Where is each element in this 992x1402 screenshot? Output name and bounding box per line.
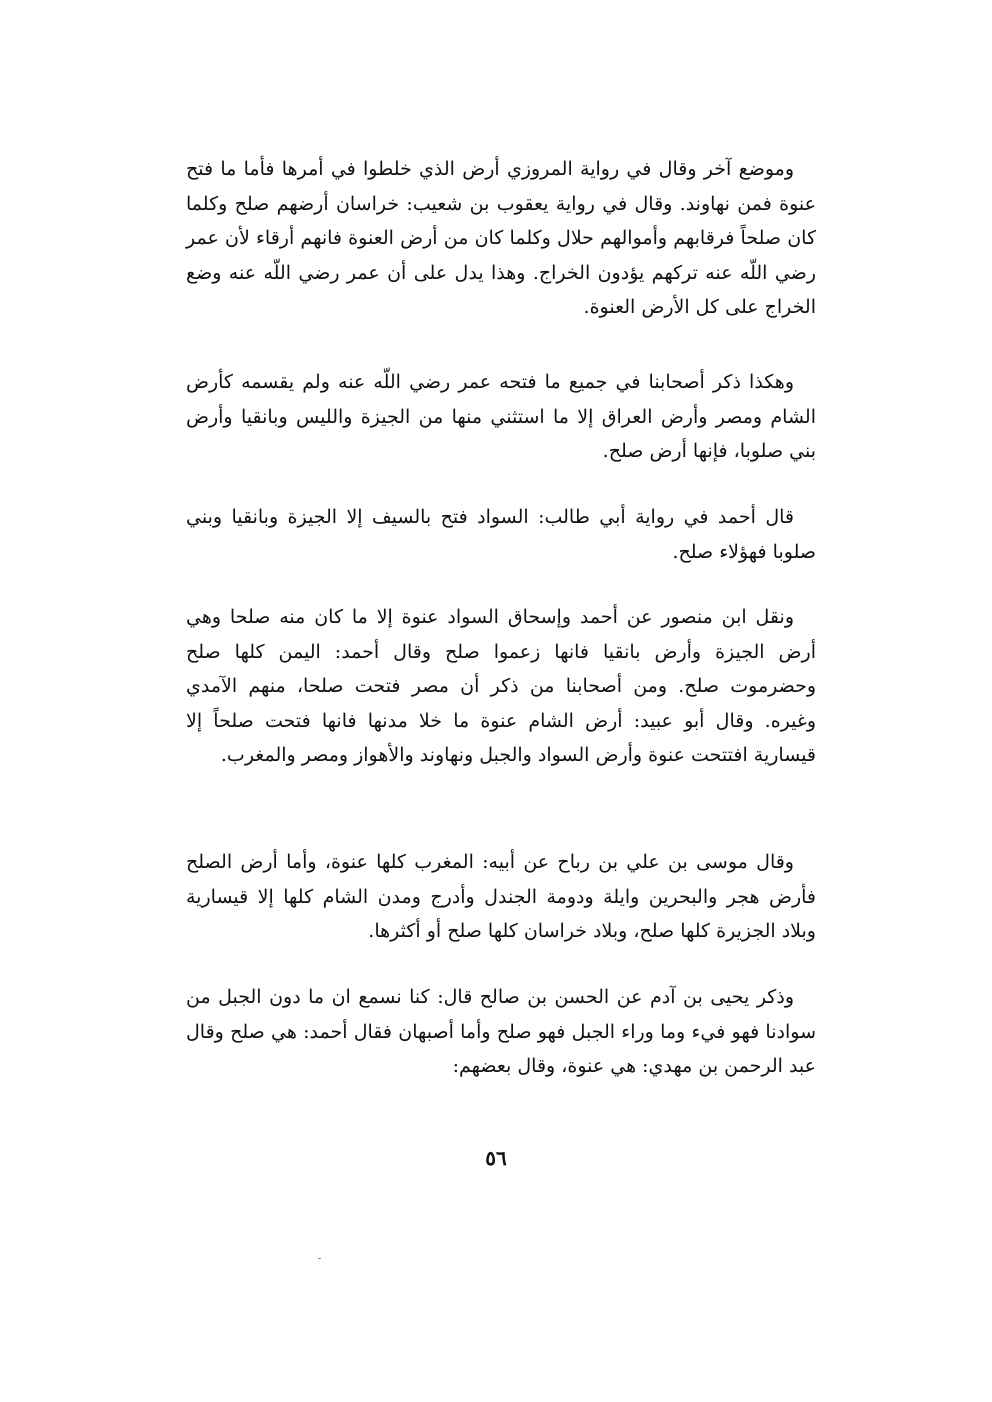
paragraph-text: وهكذا ذكر أصحابنا في جميع ما فتحه عمر رضي اللّه عنه ولم يقسمه كأرض الشام ومصر وأرض العراق إلا ما استثني منها من الجيزة والليس وبانقيا وأرض بني صلوبا، فإنها أرض صلح. (186, 371, 816, 462)
paragraph-text: وقال موسى بن علي بن رباح عن أبيه: المغرب كلها عنوة، وأما أرض الصلح فأرض هجر والبحرين وايلة ودومة الجندل وأدرج ومدن الشام كلها إلا قيسارية وبلاد الجزيرة كلها صلح، وبلاد خراسان كلها صلح أو أكثرها. (186, 851, 816, 942)
paragraph-1 (186, 152, 816, 325)
paragraph-6 (186, 980, 816, 1084)
paragraph-text: وموضع آخر وقال في رواية المروزي أرض الذي خلطوا في أمرها فأما ما فتح عنوة فمن نهاوند. وقال في رواية يعقوب بن شعيب: خراسان أرضهم صلح وكلما كان صلحاً فرقابهم وأموالهم حلال وكلما كان من أرض العنوة فانهم أرقاء لأن عمر رضي اللّه عنه تركهم يؤدون الخراج. وهذا يدل على أن عمر رضي اللّه عنه وضع الخراج على كل الأرض العنوة. (186, 158, 816, 318)
paragraph-3 (186, 500, 816, 569)
paragraph-text: وذكر يحيى بن آدم عن الحسن بن صالح قال: كنا نسمع ان ما دون الجبل من سوادنا فهو فيء وما وراء الجبل فهو صلح وأما أصبهان فقال أحمد: هي صلح وقال عبد الرحمن بن مهدي: هي عنوة، وقال بعضهم: (186, 986, 816, 1077)
paragraph-2 (186, 365, 816, 469)
paragraph-4 (186, 600, 816, 773)
paragraph-text: ونقل ابن منصور عن أحمد وإسحاق السواد عنوة إلا ما كان منه صلحا وهي أرض الجيزة وأرض بانقيا فانها زعموا صلح وقال أحمد: اليمن كلها صلح وحضرموت صلح. ومن أصحابنا من ذكر أن مصر فتحت صلحا، منهم الآمدي وغيره. وقال أبو عبيد: أرض الشام عنوة ما خلا مدنها فانها فتحت صلحاً إلا قيسارية افتتحت عنوة وأرض السواد والجبل ونهاوند والأهواز ومصر والمغرب. (186, 606, 816, 766)
page-number: ٥٦ (485, 1146, 507, 1170)
scan-speck (318, 1258, 321, 1259)
paragraph-text: قال أحمد في رواية أبي طالب: السواد فتح بالسيف إلا الجيزة وبانقيا وبني صلوبا فهؤلاء صلح. (186, 506, 816, 563)
paragraph-5 (186, 845, 816, 949)
